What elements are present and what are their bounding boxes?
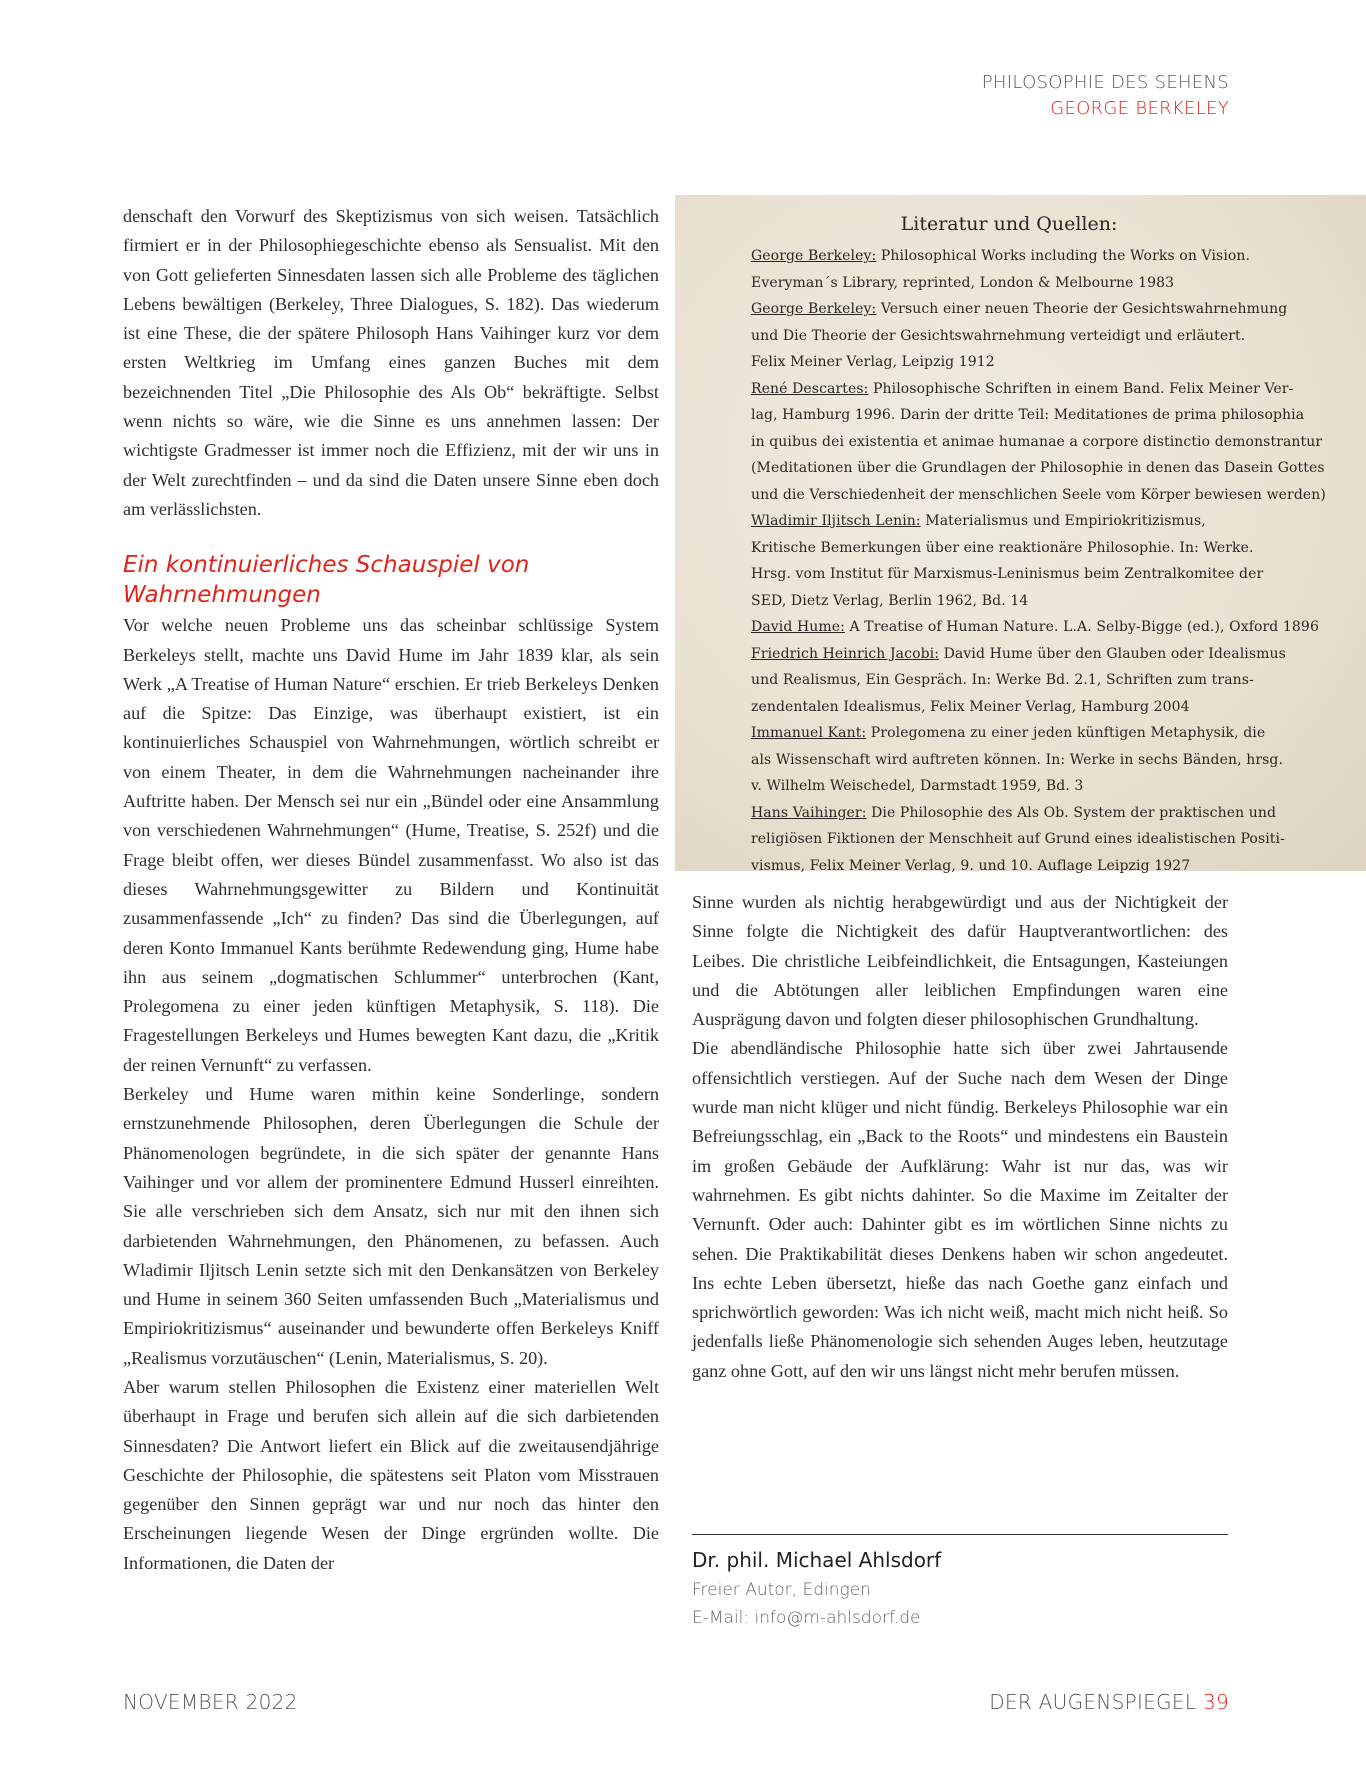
literature-text: (Meditationen über die Grundlagen der Philosophie in denen das Dasein Gottes <box>751 460 1325 476</box>
literature-text: Philosophical Works including the Works on Vision. <box>876 248 1251 264</box>
left-column <box>123 202 659 1578</box>
author-box <box>692 1544 941 1632</box>
section-subheading: Ein kontinuierliches Schauspiel von Wahrnehmungen <box>123 552 530 609</box>
literature-line <box>751 800 1347 827</box>
literature-author: Friedrich Heinrich Jacobi: <box>751 645 940 662</box>
literature-line <box>751 323 1347 350</box>
literature-line <box>751 482 1347 509</box>
literature-text: in quibus dei existentia et animae humanae a corpore distinctio demonstrantur <box>751 433 1323 450</box>
literature-text: zendentalen Idealismus, Felix Meiner Verlag, Hamburg 2004 <box>751 698 1190 715</box>
literature-text: und die Verschiedenheit der menschlichen Seele vom Körper bewiesen werden) <box>751 486 1326 503</box>
literature-line <box>751 270 1347 297</box>
literature-list <box>751 243 1347 879</box>
body-paragraph: Vor welche neuen Probleme uns das scheinbar schlüssige System Berkeleys stellt, machte uns David Hume im Jahr 1839 klar, als sein Werk „A Treatise of Human Nature“ erschien. Er trieb Berkeleys Denken auf die Spitze: Das Einzige, was überhaupt existiert, ist ein kontinuierliches Schauspiel von Wahrnehmungen, wörtlich schreibt er von einem Theater, in dem die Wahrnehmungen nacheinander ihre Auftritte haben. Der Mensch sei nur ein „Bündel oder eine Ansammlung von verschiedenen Wahrnehmungen“ (Hume, Treatise, S. 252f) und die Frage bleibt offen, wer dieses Bündel zusammenfasst. Wo also ist das dieses Wahrnehmungsgewitter zu Bildern und Kontinuität zusammenfassende „Ich“ zu finden? Das sind die Überlegungen, auf deren Konto Immanuel Kants berühmte Redewendung ging, Hume habe ihn aus seinem „dogmatischen Schlummer“ unterbrochen (Kant, Prolegomena zu einer jeden künftigen Metaphysik, S. 118). Die Fragestellungen Berkeleys und Humes bewegten Kant dazu, die „Kritik der reinen Vernunft“ zu verfassen. <box>123 615 659 1075</box>
literature-line <box>751 614 1347 641</box>
body-paragraph: Aber warum stellen Philosophen die Existenz einer materiellen Welt überhaupt in Frage und berufen sich allein auf die sich darbietenden Sinnesdaten? Die Antwort liefert ein Blick auf die zweitausendjährige Geschichte der Philosophie, die spätestens seit Platon vom Misstrauen gegenüber den Sinnen geprägt war und nur noch das hinter den Erscheinungen liegende Wesen der Dinge ergründen wollte. Die Informationen, die Daten der <box>123 1376 659 1573</box>
footer-magazine <box>989 1690 1229 1714</box>
literature-title: Literatur und Quellen: <box>900 213 1118 235</box>
right-column <box>692 888 1228 1386</box>
literature-author: David Hume: <box>751 619 845 635</box>
literature-text: v. Wilhelm Weischedel, Darmstadt 1959, Bd. 3 <box>751 778 1084 794</box>
header-article-title: GEORGE BERKELEY <box>1050 98 1229 119</box>
literature-text: Felix Meiner Verlag, Leipzig 1912 <box>751 354 995 370</box>
literature-line <box>751 720 1347 747</box>
literature-text: SED, Dietz Verlag, Berlin 1962, Bd. 14 <box>751 592 1029 609</box>
literature-line <box>751 588 1347 615</box>
literature-text: Materialismus und Empiriokritizismus, <box>920 513 1206 529</box>
literature-text: als Wissenschaft wird auftreten können. In: Werke in sechs Bänden, hrsg. <box>751 751 1284 768</box>
literature-text: Everyman´s Library, reprinted, London & Melbourne 1983 <box>751 274 1175 291</box>
header-section-title: PHILOSOPHIE DES SEHENS <box>981 72 1229 93</box>
literature-text: A Treatise of Human Nature. L.A. Selby-Bigge (ed.), Oxford 1896 <box>844 619 1319 635</box>
literature-line <box>751 349 1347 376</box>
literature-line <box>751 667 1347 694</box>
running-header <box>982 70 1229 122</box>
literature-box <box>675 195 1366 874</box>
literature-author: Immanuel Kant: <box>751 725 867 741</box>
literature-line <box>751 694 1347 721</box>
author-name: Dr. phil. Michael Ahlsdorf <box>692 1548 942 1572</box>
literature-text: und Die Theorie der Gesichtswahrnehmung verteidigt und erläutert. <box>751 327 1246 344</box>
literature-line <box>751 376 1347 403</box>
literature-text: Die Philosophie des Als Ob. System der praktischen und <box>866 804 1277 821</box>
literature-line <box>751 429 1347 456</box>
body-paragraph: Berkeley und Hume waren mithin keine Sonderlinge, sondern ernstzunehmende Philosophen, deren Überlegungen die Schule der Phänomenologen begründete, in die sich später der genannte Hans Vaihinger und vor allem der prominentere Edmund Husserl einreihten. Sie alle verschrieben sich dem Ansatz, sich nur mit den ihnen sich darbietenden Wahrnehmungen, den Phänomenen, zu befassen. Auch Wladimir Iljitsch Lenin setzte sich mit den Denkansätzen von Berkeley und Hume in seinem 360 Seiten umfassenden Buch „Materialismus und Empiriokritizismus“ auseinander und bewunderte offen Berkeleys Kniff „Realismus vorzutäuschen“ (Lenin, Materialismus, S. 20). <box>123 1084 659 1368</box>
literature-text: vismus, Felix Meiner Verlag, 9. und 10. Auflage Leipzig 1927 <box>751 857 1191 874</box>
literature-author: George Berkeley: <box>751 248 877 264</box>
body-paragraph: Sinne wurden als nichtig herabgewürdigt und aus der Nichtigkeit der Sinne folgte die Nichtigkeit des dafür Hauptverantwortlichen: des Leibes. Die christliche Leibfeindlichkeit, die Entsagungen, Kasteiungen und die Abtötungen aller leiblichen Empfindungen waren eine Ausprägung davon und folgten dieser philosophischen Grundhaltung. <box>692 892 1228 1030</box>
literature-text: Hrsg. vom Institut für Marxismus-Leninismus beim Zentralkomitee der <box>751 566 1264 582</box>
literature-text: Versuch einer neuen Theorie der Gesichtswahrnehmung <box>876 301 1288 317</box>
literature-text: religiösen Fiktionen der Menschheit auf Grund eines idealistischen Positi- <box>751 831 1285 847</box>
literature-line <box>751 243 1347 270</box>
literature-author: René Descartes: <box>751 380 869 397</box>
literature-line <box>751 561 1347 588</box>
author-role: Freier Autor, Edingen <box>692 1580 871 1600</box>
literature-line <box>751 641 1347 668</box>
footer-magazine-name: DER AUGENSPIEGEL <box>989 1690 1197 1714</box>
literature-author: George Berkeley: <box>751 301 877 317</box>
author-email: E-Mail: info@m-ahlsdorf.de <box>692 1608 921 1628</box>
footer-issue-date: NOVEMBER 2022 <box>123 1690 298 1714</box>
literature-text: lag, Hamburg 1996. Darin der dritte Teil: Meditationes de prima philosophia <box>751 407 1305 423</box>
page-number: 39 <box>1202 1690 1229 1714</box>
author-divider <box>692 1534 1228 1535</box>
body-paragraph: Die abendländische Philosophie hatte sich über zwei Jahrtausende offensichtlich verstiegen. Auf der Suche nach dem Wesen der Dinge wurde man nicht klüger und nicht fündig. Berkeleys Philosophie war ein Befreiungsschlag, ein „Back to the Roots“ und mindestens ein Baustein im großen Gebäude der Aufklärung: Wahr ist nur das, was wir wahrnehmen. Es gibt nichts dahinter. So die Maxime im Zeitalter der Vernunft. Oder auch: Dahinter gibt es im wörtlichen Sinne nichts zu sehen. Die Praktikabilität dieses Denkens haben wir schon angedeutet. Ins echte Leben übersetzt, hieße das nach Goethe ganz einfach und sprichwörtlich geworden: Was ich nicht weiß, macht mich nicht heiß. So jedenfalls ließe Phänomenologie sich sehenden Auges leben, heutzutage ganz ohne Gott, auf den wir uns längst nicht mehr berufen müssen. <box>692 1038 1228 1381</box>
literature-line <box>751 508 1347 535</box>
literature-line <box>751 747 1347 774</box>
body-paragraph: denschaft den Vorwurf des Skeptizismus von sich weisen. Tatsächlich firmiert er in der Philosophiegeschichte ebenso als Sensualist. Mit den von Gott gelieferten Sinnesdaten lassen sich alle Probleme des täglichen Lebens bewältigen (Berkeley, Three Dialogues, S. 182). Das wiederum ist eine These, die der spätere Philosoph Hans Vaihinger kurz vor dem ersten Weltkrieg im Umfang eines ganzen Buches mit dem bezeichnenden Titel „Die Philosophie des Als Ob“ bekräftigte. Selbst wenn nichts so wäre, wie die Sinne es uns annehmen lassen: Der wichtigste Gradmesser ist immer noch die Effizienz, mit der wir uns in der Welt zurechtfinden – und da sind die Daten unsere Sinne eben doch am verlässlichsten. <box>123 206 659 519</box>
literature-line <box>751 773 1347 800</box>
literature-line <box>751 402 1347 429</box>
literature-author: Wladimir Iljitsch Lenin: <box>751 513 921 529</box>
literature-line <box>751 455 1347 482</box>
literature-text: David Hume über den Glauben oder Idealismus <box>939 645 1286 662</box>
literature-line <box>751 853 1347 880</box>
literature-line <box>751 826 1347 853</box>
literature-text: Prolegomena zu einer jeden künftigen Metaphysik, die <box>866 725 1266 741</box>
literature-author: Hans Vaihinger: <box>751 804 867 821</box>
literature-text: Philosophische Schriften in einem Band. Felix Meiner Ver- <box>868 380 1294 397</box>
literature-line <box>751 535 1347 562</box>
literature-line <box>751 296 1347 323</box>
literature-text: Kritische Bemerkungen über eine reaktionäre Philosophie. In: Werke. <box>751 539 1254 556</box>
literature-text: und Realismus, Ein Gespräch. In: Werke Bd. 2.1, Schriften zum trans- <box>751 672 1254 688</box>
